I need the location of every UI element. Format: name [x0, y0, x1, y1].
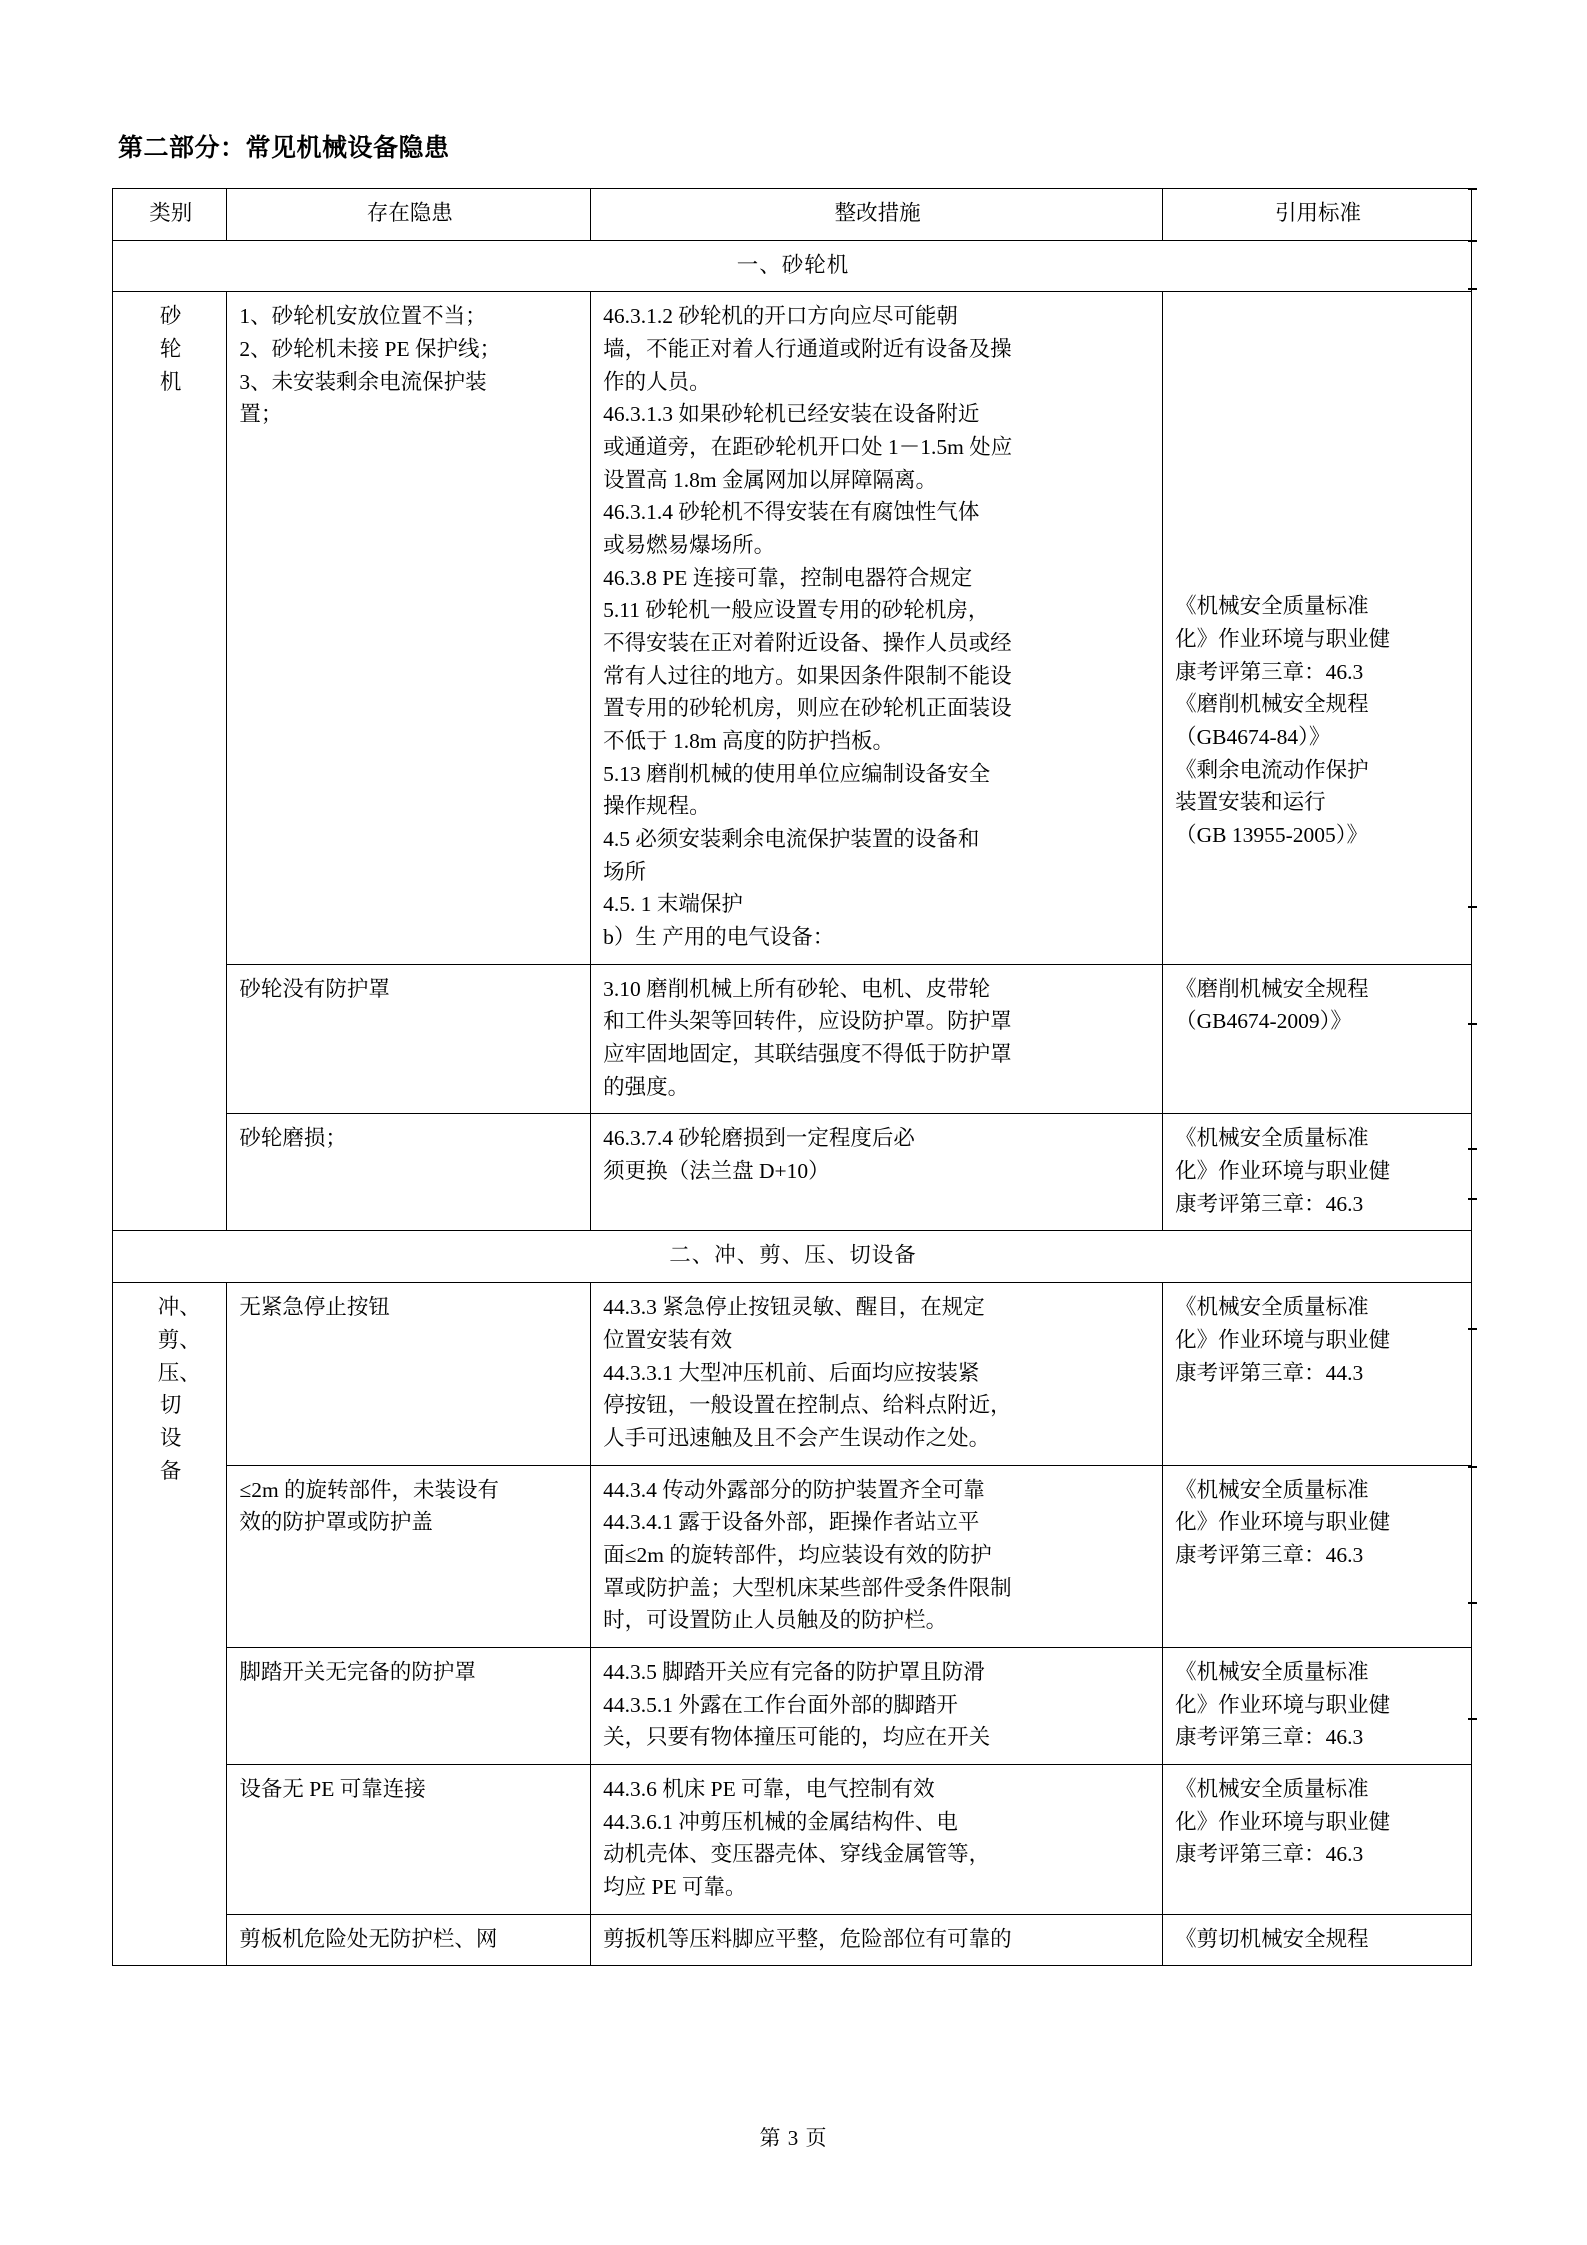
- hazard-cell: [227, 1914, 591, 1966]
- text-line: 效的防护罩或防护盖: [239, 1510, 433, 1535]
- measures-cell: [591, 1465, 1163, 1647]
- text-line: 康考评第三章：46.3: [1175, 1191, 1364, 1216]
- standard-cell: [1163, 1114, 1472, 1231]
- hazard-lines: [239, 973, 580, 1006]
- table-row: [113, 1647, 1472, 1764]
- measures-lines: [603, 1122, 1152, 1187]
- category-label: 冲、剪、压、切设备: [157, 1295, 201, 1483]
- standard-cell: [1163, 1647, 1472, 1764]
- section-header-row: [113, 240, 1472, 292]
- standard-lines: [1175, 1656, 1461, 1754]
- text-line: 2、砂轮机未接 PE 保护线；: [239, 337, 501, 362]
- text-line: 须更换（法兰盘 D+10）: [603, 1159, 830, 1184]
- text-line: 置；: [239, 402, 283, 427]
- hazard-cell: [227, 292, 591, 964]
- text-line: 5.13 磨削机械的使用单位应编制设备安全: [603, 761, 991, 786]
- page-title: 第二部分：常见机械设备隐患: [118, 135, 450, 162]
- text-line: 康考评第三章：46.3: [1175, 1542, 1364, 1567]
- text-line: 化》作业环境与职业健: [1175, 1327, 1391, 1352]
- standard-lines: [1175, 973, 1461, 1038]
- measures-cell: [591, 1283, 1163, 1465]
- text-line: 46.3.8 PE 连接可靠，控制电器符合规定: [603, 565, 973, 590]
- text-line: 装置安装和运行: [1175, 790, 1326, 815]
- hazard-cell: [227, 1114, 591, 1231]
- text-line: 罩或防护盖；大型机床某些部件受条件限制: [603, 1575, 1012, 1600]
- column-header-standard: 引用标准: [1163, 189, 1472, 241]
- hazard-lines: [239, 1656, 580, 1689]
- measures-cell: [591, 292, 1163, 964]
- table-row: [113, 1114, 1472, 1231]
- measures-lines: [603, 1474, 1152, 1637]
- hazard-lines: [239, 1923, 580, 1956]
- text-line: 脚踏开关无完备的防护罩: [239, 1659, 476, 1684]
- column-header-measures: 整改措施: [591, 189, 1163, 241]
- standard-cell: [1163, 1914, 1472, 1966]
- text-line: 的强度。: [603, 1074, 690, 1099]
- text-line: 44.3.6.1 冲剪压机械的金属结构件、电: [603, 1809, 958, 1834]
- text-line: 设备无 PE 可靠连接: [239, 1776, 426, 1801]
- text-line: 《机械安全质量标准: [1175, 1477, 1369, 1502]
- measures-lines: [603, 1923, 1152, 1956]
- text-line: 无紧急停止按钮: [239, 1295, 390, 1320]
- text-line: 化》作业环境与职业健: [1175, 1510, 1391, 1535]
- text-line: 康考评第三章：44.3: [1175, 1360, 1364, 1385]
- measures-lines: [603, 973, 1152, 1104]
- text-line: 44.3.4.1 露于设备外部，距操作者站立平: [603, 1510, 980, 1535]
- table-row: [113, 1465, 1472, 1647]
- hazard-cell: [227, 1764, 591, 1914]
- text-line: 44.3.4 传动外露部分的防护装置齐全可靠: [603, 1477, 985, 1502]
- category-cell-grinder: [113, 292, 227, 1231]
- category-label: 砂轮机: [159, 304, 182, 394]
- hazard-cell: [227, 964, 591, 1114]
- text-line: 《剩余电流动作保护: [1175, 757, 1369, 782]
- measures-cell: [591, 964, 1163, 1114]
- hazard-lines: [239, 1291, 580, 1324]
- text-line: 或通道旁，在距砂轮机开口处 1－1.5m 处应: [603, 435, 1013, 460]
- measures-lines: [603, 1656, 1152, 1754]
- text-line: 3、未安装剩余电流保护装: [239, 369, 487, 394]
- standard-cell: [1163, 1465, 1472, 1647]
- measures-cell: [591, 1114, 1163, 1231]
- table-row: [113, 1914, 1472, 1966]
- standard-lines: [1175, 1474, 1461, 1572]
- measures-lines: [603, 300, 1152, 953]
- text-line: 动机壳体、变压器壳体、穿线金属管等，: [603, 1842, 991, 1867]
- text-line: 和工件头架等回转件，应设防护罩。防护罩: [603, 1009, 1012, 1034]
- text-line: 人手可迅速触及且不会产生误动作之处。: [603, 1425, 991, 1450]
- text-line: 5.11 砂轮机一般应设置专用的砂轮机房，: [603, 598, 990, 623]
- text-line: 场所: [603, 859, 647, 884]
- text-line: 4.5. 1 末端保护: [603, 892, 743, 917]
- text-line: 46.3.1.3 如果砂轮机已经安装在设备附近: [603, 402, 980, 427]
- standard-lines: [1175, 1122, 1461, 1220]
- hazard-cell: [227, 1283, 591, 1465]
- text-line: 化》作业环境与职业健: [1175, 1159, 1391, 1184]
- text-line: 时，可设置防止人员触及的防护栏。: [603, 1608, 948, 1633]
- text-line: b）生 产用的电气设备：: [603, 925, 835, 950]
- table-row: [113, 1283, 1472, 1465]
- text-line: 位置安装有效: [603, 1327, 733, 1352]
- text-line: 砂轮没有防护罩: [239, 976, 390, 1001]
- section-title-grinder: 一、砂轮机: [113, 240, 1472, 292]
- measures-cell: [591, 1764, 1163, 1914]
- text-line: 46.3.1.2 砂轮机的开口方向应尽可能朝: [603, 304, 958, 329]
- text-line: 《机械安全质量标准: [1175, 594, 1369, 619]
- page-edge-marks: [1468, 188, 1480, 2118]
- text-line: 康考评第三章：46.3: [1175, 659, 1364, 684]
- standard-lines: [1175, 1291, 1461, 1389]
- text-line: 44.3.3 紧急停止按钮灵敏、醒目，在规定: [603, 1295, 985, 1320]
- standard-cell: [1163, 1283, 1472, 1465]
- text-line: 砂轮磨损；: [239, 1126, 347, 1151]
- column-header-category: 类别: [113, 189, 227, 241]
- text-line: 《剪切机械安全规程: [1175, 1926, 1369, 1951]
- table-header-row: [113, 189, 1472, 241]
- hazard-lines: [239, 1474, 580, 1539]
- text-line: 均应 PE 可靠。: [603, 1874, 747, 1899]
- measures-cell: [591, 1914, 1163, 1966]
- text-line: 或易燃易爆场所。: [603, 533, 776, 558]
- standard-cell: [1163, 964, 1472, 1114]
- text-line: 关，只要有物体撞压可能的，均应在开关: [603, 1725, 991, 1750]
- standard-lines: [1175, 300, 1461, 851]
- page-footer: 第 3 页: [759, 2126, 828, 2150]
- table-row: [113, 292, 1472, 964]
- hazard-lines: [239, 1122, 580, 1155]
- text-line: 康考评第三章：46.3: [1175, 1842, 1364, 1867]
- text-line: （GB4674-2009）》: [1175, 1009, 1352, 1034]
- hazard-lines: [239, 1773, 580, 1806]
- text-line: （GB4674-84）》: [1175, 725, 1331, 750]
- text-line: 46.3.1.4 砂轮机不得安装在有腐蚀性气体: [603, 500, 980, 525]
- text-line: 《机械安全质量标准: [1175, 1295, 1369, 1320]
- text-line: 操作规程。: [603, 794, 711, 819]
- text-line: 不得安装在正对着附近设备、操作人员或经: [603, 631, 1012, 656]
- hazard-cell: [227, 1465, 591, 1647]
- text-line: 设置高 1.8m 金属网加以屏障隔离。: [603, 467, 938, 492]
- text-line: 化》作业环境与职业健: [1175, 627, 1391, 652]
- text-line: 44.3.5.1 外露在工作台面外部的脚踏开: [603, 1692, 958, 1717]
- text-line: 停按钮，一般设置在控制点、给料点附近，: [603, 1393, 1012, 1418]
- text-line: 44.3.3.1 大型冲压机前、后面均应按装紧: [603, 1360, 980, 1385]
- text-line: 《机械安全质量标准: [1175, 1126, 1369, 1151]
- text-line: 《机械安全质量标准: [1175, 1659, 1369, 1684]
- standard-cell: [1163, 1764, 1472, 1914]
- section-title-press: 二、冲、剪、压、切设备: [113, 1231, 1472, 1283]
- text-line: ≤2m 的旋转部件，未装设有: [239, 1477, 500, 1502]
- hazard-lines: [239, 300, 580, 431]
- category-cell-press: [113, 1283, 227, 1966]
- text-line: 作的人员。: [603, 369, 711, 394]
- table-row: [113, 964, 1472, 1114]
- hazard-cell: [227, 1647, 591, 1764]
- hazard-table: [112, 188, 1472, 1966]
- text-line: 应牢固地固定，其联结强度不得低于防护罩: [603, 1042, 1012, 1067]
- text-line: 44.3.5 脚踏开关应有完备的防护罩且防滑: [603, 1659, 985, 1684]
- text-line: 剪板机危险处无防护栏、网: [239, 1926, 498, 1951]
- text-line: 康考评第三章：46.3: [1175, 1725, 1364, 1750]
- text-line: 《磨削机械安全规程: [1175, 976, 1369, 1001]
- text-line: 《机械安全质量标准: [1175, 1776, 1369, 1801]
- table-row: [113, 1764, 1472, 1914]
- text-line: 面≤2m 的旋转部件，均应装设有效的防护: [603, 1542, 992, 1567]
- measures-lines: [603, 1291, 1152, 1454]
- text-line: 46.3.7.4 砂轮磨损到一定程度后必: [603, 1126, 915, 1151]
- measures-cell: [591, 1647, 1163, 1764]
- text-line: 3.10 磨削机械上所有砂轮、电机、皮带轮: [603, 976, 991, 1001]
- measures-lines: [603, 1773, 1152, 1904]
- standard-cell: [1163, 292, 1472, 964]
- section-header-row: [113, 1231, 1472, 1283]
- column-header-hazard: 存在隐患: [227, 189, 591, 241]
- standard-lines: [1175, 1773, 1461, 1871]
- text-line: 1、砂轮机安放位置不当；: [239, 304, 487, 329]
- text-line: 44.3.6 机床 PE 可靠，电气控制有效: [603, 1776, 935, 1801]
- text-line: 4.5 必须安装剩余电流保护装置的设备和: [603, 827, 980, 852]
- text-line: 化》作业环境与职业健: [1175, 1809, 1391, 1834]
- text-line: 墙，不能正对着人行通道或附近有设备及操: [603, 337, 1012, 362]
- text-line: 置专用的砂轮机房，则应在砂轮机正面装设: [603, 696, 1012, 721]
- text-line: 不低于 1.8m 高度的防护挡板。: [603, 729, 895, 754]
- text-line: （GB 13955-2005）》: [1175, 823, 1369, 848]
- text-line: 《磨削机械安全规程: [1175, 692, 1369, 717]
- standard-lines: [1175, 1923, 1461, 1956]
- text-line: 化》作业环境与职业健: [1175, 1692, 1391, 1717]
- text-line: 剪扳机等压料脚应平整，危险部位有可靠的: [603, 1926, 1012, 1951]
- text-line: 常有人过往的地方。如果因条件限制不能设: [603, 663, 1012, 688]
